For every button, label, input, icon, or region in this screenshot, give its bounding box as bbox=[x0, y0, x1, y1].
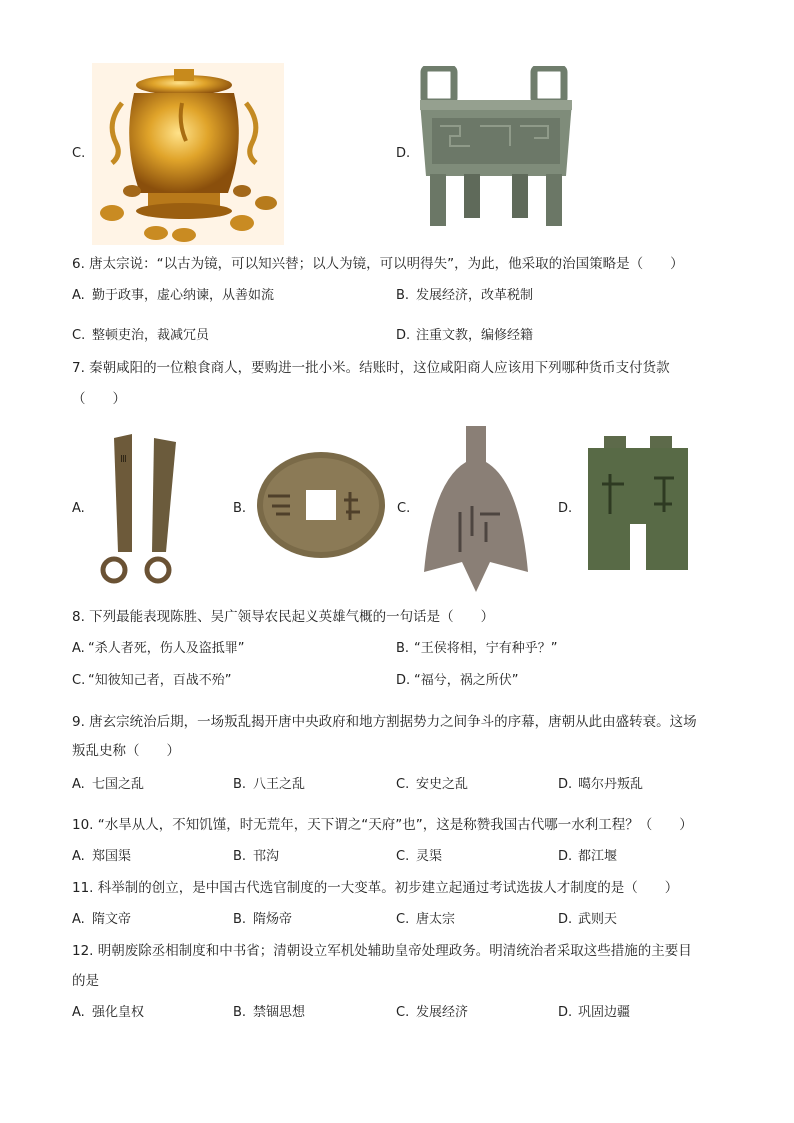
q6-option-d-label: D. bbox=[396, 328, 411, 343]
q7-option-d-label: D. bbox=[558, 501, 573, 516]
q6-option-b-label: B. bbox=[396, 288, 410, 303]
q8-option-d-label: D. bbox=[396, 673, 411, 688]
q9-option-c-label: C. bbox=[396, 777, 410, 792]
q12-option-c-label: C. bbox=[396, 1005, 410, 1020]
bronze-ding-image bbox=[416, 66, 576, 242]
svg-text:Ⅲ: Ⅲ bbox=[120, 454, 127, 465]
q12-option-a-label: A. bbox=[72, 1005, 85, 1020]
q9-option-a-text: 七国之乱 bbox=[92, 777, 145, 792]
q8-option-c-text: “知彼知己者，百战不殆” bbox=[88, 673, 232, 688]
q10-option-c-label: C. bbox=[396, 849, 410, 864]
q6-option-c-text: 整顿吏治，裁减冗员 bbox=[92, 328, 210, 343]
q11-option-d-label: D. bbox=[558, 912, 573, 927]
q11-option-c-label: C. bbox=[396, 912, 410, 927]
question-8-stem: 8. 下列最能表现陈胜、吴广领导农民起义英雄气概的一句话是（ ） bbox=[72, 609, 495, 625]
q8-option-a-text: “杀人者死，伤人及盗抵罪” bbox=[88, 641, 245, 656]
q10-option-c-text: 灵渠 bbox=[416, 849, 443, 864]
question-12-stem: 12. 明朝废除丞相制度和中书省；清朝设立军机处辅助皇帝处理政务。明清统治者采取这些措施的主要目 bbox=[72, 943, 692, 959]
q7-option-a-label: A. bbox=[72, 501, 85, 516]
q6-option-a-label: A. bbox=[72, 288, 85, 303]
q8-option-a-label: A. bbox=[72, 641, 85, 656]
q11-option-a-label: A. bbox=[72, 912, 85, 927]
q9-option-a-label: A. bbox=[72, 777, 85, 792]
q11-option-b-label: B. bbox=[233, 912, 247, 927]
knife-coin-image bbox=[96, 432, 192, 584]
q11-option-a-text: 隋文帝 bbox=[92, 912, 132, 927]
q7-option-b-label: B. bbox=[233, 501, 247, 516]
option-d-label-top: D. bbox=[396, 146, 411, 161]
q6-option-a-text: 勤于政事，虚心纳谏，从善如流 bbox=[92, 288, 275, 303]
q11-option-b-text: 隋炀帝 bbox=[253, 912, 293, 927]
option-c-label-top: C. bbox=[72, 146, 86, 161]
q10-option-a-text: 郑国渠 bbox=[92, 849, 132, 864]
q9-option-d-label: D. bbox=[558, 777, 573, 792]
banliang-coin-image bbox=[254, 450, 388, 560]
square-foot-spade-coin-image bbox=[580, 434, 696, 574]
q10-option-b-label: B. bbox=[233, 849, 247, 864]
q6-option-d-text: 注重文教，编修经籍 bbox=[416, 328, 534, 343]
q9-option-b-label: B. bbox=[233, 777, 247, 792]
question-10-stem: 10. “水旱从人，不知饥馑，时无荒年，天下谓之“天府”也”，这是称赞我国古代哪一水利工程？（ ） bbox=[72, 817, 693, 833]
q12-option-c-text: 发展经济 bbox=[416, 1005, 469, 1020]
q7-option-c-label: C. bbox=[397, 501, 411, 516]
question-7-stem: 7. 秦朝咸阳的一位粮食商人，要购进一批小米。结账时，这位咸阳商人应该用下列哪种货币支付货款 bbox=[72, 360, 670, 376]
q6-option-c-label: C. bbox=[72, 328, 86, 343]
q10-option-d-label: D. bbox=[558, 849, 573, 864]
seismograph-image bbox=[92, 63, 284, 245]
q12-option-b-text: 禁锢思想 bbox=[253, 1005, 306, 1020]
question-9-stem-cont: 叛乱史称（ ） bbox=[72, 743, 180, 759]
q11-option-c-text: 唐太宗 bbox=[416, 912, 456, 927]
q12-option-d-label: D. bbox=[558, 1005, 573, 1020]
q9-option-b-text: 八王之乱 bbox=[253, 777, 306, 792]
q6-option-b-text: 发展经济，改革税制 bbox=[416, 288, 534, 303]
pointed-spade-coin-image bbox=[420, 422, 532, 594]
q11-option-d-text: 武则天 bbox=[578, 912, 618, 927]
question-11-stem: 11. 科举制的创立，是中国古代选官制度的一大变革。初步建立起通过考试选拔人才制度的是（ ） bbox=[72, 880, 679, 896]
q8-option-b-text: “王侯将相，宁有种乎？” bbox=[414, 641, 558, 656]
q8-option-b-label: B. bbox=[396, 641, 410, 656]
q8-option-d-text: “福兮，祸之所伏” bbox=[414, 673, 519, 688]
q10-option-b-text: 邗沟 bbox=[253, 849, 280, 864]
q10-option-d-text: 都江堰 bbox=[578, 849, 618, 864]
q12-option-a-text: 强化皇权 bbox=[92, 1005, 145, 1020]
q10-option-a-label: A. bbox=[72, 849, 85, 864]
question-7-stem-cont: （ ） bbox=[72, 391, 126, 407]
q9-option-c-text: 安史之乱 bbox=[416, 777, 469, 792]
q12-option-b-label: B. bbox=[233, 1005, 247, 1020]
question-9-stem: 9. 唐玄宗统治后期，一场叛乱揭开唐中央政府和地方割据势力之间争斗的序幕，唐朝从此由盛转衰。这场 bbox=[72, 714, 697, 730]
q12-option-d-text: 巩固边疆 bbox=[578, 1005, 631, 1020]
question-12-stem-cont: 的是 bbox=[72, 973, 99, 989]
q8-option-c-label: C. bbox=[72, 673, 86, 688]
question-6-stem: 6. 唐太宗说：“以古为镜，可以知兴替；以人为镜，可以明得失”，为此，他采取的治国策略是（ ） bbox=[72, 256, 684, 272]
q9-option-d-text: 噶尔丹叛乱 bbox=[578, 777, 644, 792]
